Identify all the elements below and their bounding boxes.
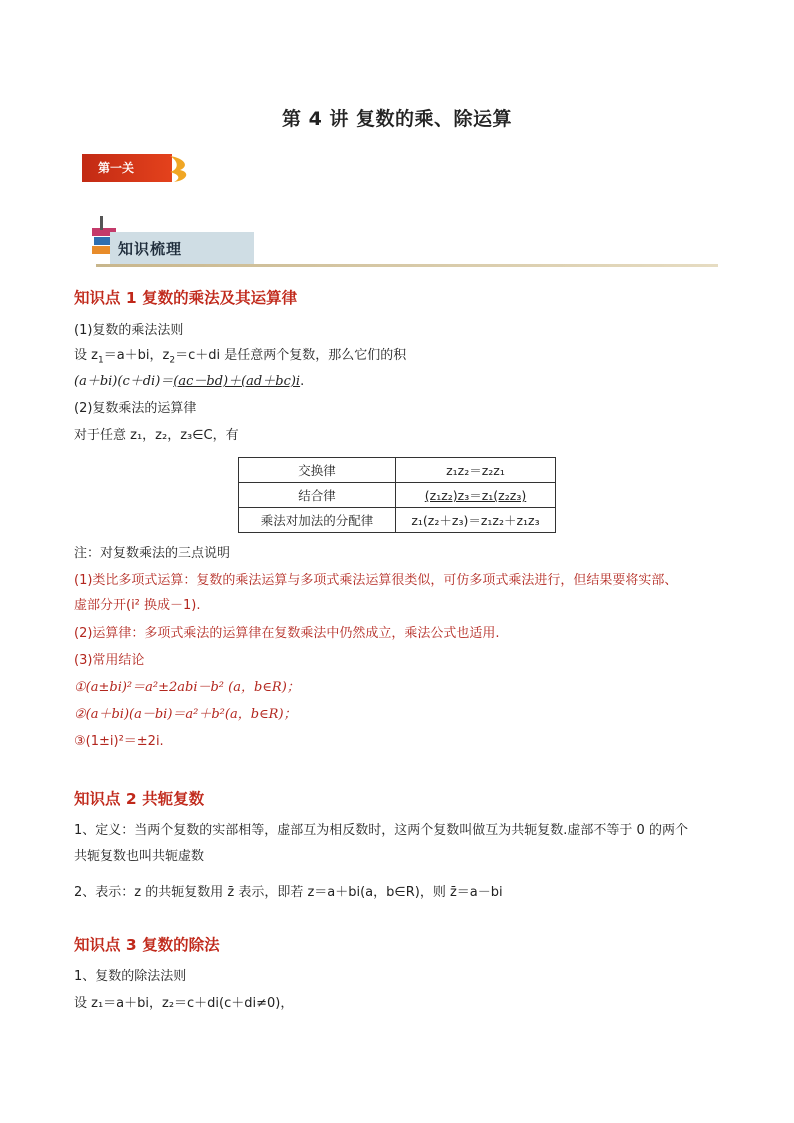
kp1-laws-title: (2)复数乘法的运算律 <box>74 401 197 416</box>
kp2-def-line2: 共轭复数也叫共轭虚数 <box>74 849 205 864</box>
formula-left: (a＋bi)(c＋di)＝ <box>74 374 174 389</box>
banner-label: 第一关 <box>98 161 135 175</box>
table-row <box>239 483 556 508</box>
section-header <box>86 214 718 270</box>
rule-intro-a: 设 z <box>74 348 98 363</box>
conclusion-2: ②(a＋bi)(a－bi)＝a²＋b²(a，b∈R)； <box>74 707 297 722</box>
rule-intro-b: ＝a＋bi，z <box>103 348 170 363</box>
note1-line2: 虚部分开(i² 换成－1). <box>74 598 201 613</box>
conclusion-1: ①(a±bi)²＝a²±2abi－b² (a，b∈R)； <box>74 680 300 695</box>
page-title: 第 4 讲 复数的乘、除运算 <box>281 108 513 130</box>
note1-line1: (1)类比多项式运算：复数的乘法运算与多项式乘法运算很类似，可仿多项式乘法进行，但结果要将实部、 <box>74 573 678 588</box>
note3-title: (3)常用结论 <box>74 653 145 668</box>
table-row <box>239 458 556 483</box>
note-title: 注：对复数乘法的三点说明 <box>74 546 231 561</box>
kp1-rule-title: (1)复数的乘法法则 <box>74 323 184 338</box>
kp3-rule-intro: 设 z₁＝a＋bi，z₂＝c＋di(c＋di≠0)， <box>74 996 294 1011</box>
table-row <box>239 508 556 533</box>
kp1-laws-intro: 对于任意 z₁，z₂，z₃∈C，有 <box>74 428 239 443</box>
law-formula: (z₁z₂)z₃＝z₁(z₂z₃) <box>396 483 556 508</box>
law-name: 乘法对加法的分配律 <box>239 508 396 533</box>
kp1-rule-formula <box>74 373 304 391</box>
rule-intro-c: ＝c＋di 是任意两个复数，那么它们的积 <box>175 348 407 363</box>
kp1-rule-intro: 设 $z_1=a+bi$，$z_2=c+di$ 是任意两个复数，那么它们的积 <box>74 348 407 366</box>
law-name: 交换律 <box>239 458 396 483</box>
level-banner <box>82 150 194 186</box>
formula-dot: . <box>300 374 305 389</box>
kp2-def-line1: 1、定义：当两个复数的实部相等，虚部互为相反数时，这两个复数叫做互为共轭复数.虚部不等于 0 的两个 <box>74 823 688 838</box>
kp2-heading: 知识点 2 共轭复数 <box>74 790 205 808</box>
laws-table <box>238 457 556 533</box>
kp3-rule-title: 1、复数的除法法则 <box>74 969 187 984</box>
law-formula: z₁(z₂＋z₃)＝z₁z₂＋z₁z₃ <box>396 508 556 533</box>
section-underline <box>96 264 718 267</box>
kp1-heading: 知识点 1 复数的乘法及其运算律 <box>74 289 298 307</box>
flame-icon <box>168 152 194 184</box>
kp3-heading: 知识点 3 复数的除法 <box>74 936 220 954</box>
note2: (2)运算律：多项式乘法的运算律在复数乘法中仍然成立，乘法公式也适用. <box>74 626 500 641</box>
law-formula: z₁z₂＝z₂z₁ <box>396 458 556 483</box>
formula-result: (ac－bd)＋(ad＋bc)i <box>173 374 301 389</box>
conclusion-3: ③(1±i)²＝±2i. <box>74 734 164 749</box>
section-header-label: 知识梳理 <box>118 240 183 258</box>
kp2-notation: 2、表示：z 的共轭复数用 z̄ 表示，即若 z＝a＋bi(a，b∈R)，则 z̄＝a－bi <box>74 885 503 900</box>
law-name: 结合律 <box>239 483 396 508</box>
